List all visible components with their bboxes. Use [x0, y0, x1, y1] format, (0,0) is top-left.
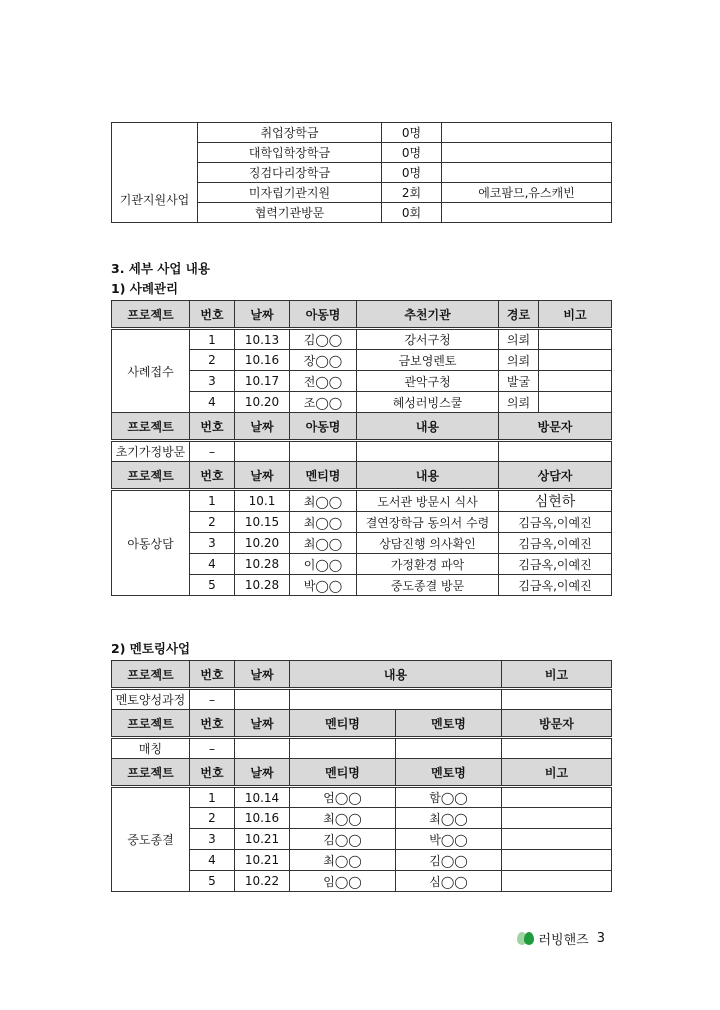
row-mentee: 최◯◯ [290, 808, 396, 829]
page-number: 3 [596, 931, 605, 946]
row-number: 2 [190, 512, 235, 533]
count-cell: 0회 [382, 203, 442, 223]
row-date: 10.13 [235, 329, 290, 350]
row-child: 전◯◯ [290, 371, 357, 392]
row-content: 상담진행 의사확인 [357, 533, 499, 554]
col-content: 내용 [290, 661, 502, 689]
row-note [502, 787, 612, 808]
row-mentee: 김◯◯ [290, 829, 396, 850]
note-cell [442, 123, 612, 143]
empty-cell [396, 738, 502, 759]
row-counselor: 김금옥,이예진 [499, 533, 612, 554]
row-number: 3 [190, 371, 235, 392]
col-counselor: 상담자 [499, 462, 612, 490]
col-mentor: 멘토명 [396, 759, 502, 787]
row-note [502, 871, 612, 892]
row-mentee: 박◯◯ [290, 575, 357, 596]
empty-cell [290, 441, 357, 462]
page-footer [517, 929, 605, 948]
section-title: 3. 세부 사업 내용 [111, 261, 210, 276]
row-number: – [190, 689, 235, 710]
empty-cell [502, 738, 612, 759]
row-date: 10.20 [235, 392, 290, 413]
count-cell: 2회 [382, 183, 442, 203]
row-note [539, 371, 612, 392]
row-date: 10.16 [235, 350, 290, 371]
row-content: 중도종결 방문 [357, 575, 499, 596]
row-note [502, 829, 612, 850]
row-note [502, 850, 612, 871]
col-content: 내용 [357, 462, 499, 490]
row-number: 1 [190, 490, 235, 512]
col-number: 번호 [190, 413, 235, 441]
row-note [502, 808, 612, 829]
project-label: 아동상담 [112, 490, 190, 596]
row-counselor: 김금옥,이예진 [499, 554, 612, 575]
note-cell [442, 203, 612, 223]
row-number: 3 [190, 829, 235, 850]
col-route: 경로 [499, 301, 539, 329]
row-date: 10.21 [235, 850, 290, 871]
row-mentee: 최◯◯ [290, 533, 357, 554]
project-label: 매칭 [112, 738, 190, 759]
empty-cell [357, 441, 499, 462]
row-number: 1 [190, 787, 235, 808]
col-content: 내용 [357, 413, 499, 441]
note-cell [442, 163, 612, 183]
row-mentor: 박◯◯ [396, 829, 502, 850]
row-number: 2 [190, 808, 235, 829]
row-mentee: 임◯◯ [290, 871, 396, 892]
col-project: 프로젝트 [112, 710, 190, 738]
row-content: 가정환경 파악 [357, 554, 499, 575]
row-number: 1 [190, 329, 235, 350]
empty-cell [235, 441, 290, 462]
item-cell: 협력기관방문 [198, 203, 382, 223]
col-mentee: 멘티명 [290, 710, 396, 738]
row-number: 3 [190, 533, 235, 554]
empty-cell [235, 689, 290, 710]
row-content: 도서관 방문시 식사 [357, 490, 499, 512]
row-number: 2 [190, 350, 235, 371]
col-agency: 추천기관 [357, 301, 499, 329]
row-agency: 강서구청 [357, 329, 499, 350]
col-number: 번호 [190, 661, 235, 689]
row-number: 4 [190, 554, 235, 575]
col-number: 번호 [190, 462, 235, 490]
row-date: 10.17 [235, 371, 290, 392]
project-label: 초기가정방문 [112, 441, 190, 462]
row-number: 5 [190, 575, 235, 596]
col-child: 아동명 [290, 301, 357, 329]
item-cell: 징검다리장학금 [198, 163, 382, 183]
col-number: 번호 [190, 710, 235, 738]
row-route: 발굴 [499, 371, 539, 392]
col-date: 날짜 [235, 462, 290, 490]
row-date: 10.14 [235, 787, 290, 808]
row-agency: 관악구청 [357, 371, 499, 392]
row-date: 10.28 [235, 554, 290, 575]
col-project: 프로젝트 [112, 301, 190, 329]
col-project: 프로젝트 [112, 759, 190, 787]
col-mentee: 멘티명 [290, 759, 396, 787]
row-mentee: 최◯◯ [290, 850, 396, 871]
project-label: 사례접수 [112, 329, 190, 413]
project-label: 멘토양성과정 [112, 689, 190, 710]
col-date: 날짜 [235, 759, 290, 787]
empty-cell [290, 689, 502, 710]
row-child: 조◯◯ [290, 392, 357, 413]
mentoring-table [111, 660, 612, 892]
col-note: 비고 [539, 301, 612, 329]
row-child: 김◯◯ [290, 329, 357, 350]
col-project: 프로젝트 [112, 462, 190, 490]
support-program-table [111, 122, 612, 223]
row-counselor: 김금옥,이예진 [499, 575, 612, 596]
col-date: 날짜 [235, 301, 290, 329]
row-date: 10.21 [235, 829, 290, 850]
row-route: 의뢰 [499, 350, 539, 371]
row-agency: 혜성러빙스쿨 [357, 392, 499, 413]
row-agency: 금보영렌토 [357, 350, 499, 371]
row-mentor: 김◯◯ [396, 850, 502, 871]
project-label: 중도종결 [112, 787, 190, 892]
col-visitor: 방문자 [502, 710, 612, 738]
subsection-title-mentoring: 2) 멘토링사업 [111, 641, 191, 656]
col-child: 아동명 [290, 413, 357, 441]
col-note: 비고 [502, 759, 612, 787]
empty-cell [290, 738, 396, 759]
item-cell: 미자립기관지원 [198, 183, 382, 203]
case-management-table [111, 300, 612, 596]
count-cell: 0명 [382, 143, 442, 163]
row-note [539, 350, 612, 371]
empty-cell [235, 738, 290, 759]
item-cell: 대학입학장학금 [198, 143, 382, 163]
row-number: – [190, 441, 235, 462]
col-visitor: 방문자 [499, 413, 612, 441]
row-content: 결연장학금 동의서 수령 [357, 512, 499, 533]
empty-cell [499, 441, 612, 462]
count-cell: 0명 [382, 123, 442, 143]
col-number: 번호 [190, 301, 235, 329]
row-number: 4 [190, 850, 235, 871]
row-route: 의뢰 [499, 329, 539, 350]
row-mentee: 최◯◯ [290, 512, 357, 533]
note-cell [442, 143, 612, 163]
row-mentor: 심◯◯ [396, 871, 502, 892]
row-route: 의뢰 [499, 392, 539, 413]
row-counselor: 김금옥,이예진 [499, 512, 612, 533]
col-date: 날짜 [235, 413, 290, 441]
leaf-dark-icon [524, 932, 534, 945]
col-date: 날짜 [235, 710, 290, 738]
col-mentor: 멘토명 [396, 710, 502, 738]
col-note: 비고 [502, 661, 612, 689]
row-date: 10.22 [235, 871, 290, 892]
col-project: 프로젝트 [112, 413, 190, 441]
group-label: 기관지원사업 [112, 123, 198, 223]
subsection-title-case: 1) 사례관리 [111, 281, 179, 296]
col-project: 프로젝트 [112, 661, 190, 689]
col-mentee: 멘티명 [290, 462, 357, 490]
brand-name: 러빙핸즈 [538, 933, 589, 948]
row-number: – [190, 738, 235, 759]
note-cell: 에코팜므,유스캐빈 [442, 183, 612, 203]
row-note [539, 329, 612, 350]
empty-cell [502, 689, 612, 710]
row-date: 10.15 [235, 512, 290, 533]
row-note [539, 392, 612, 413]
row-number: 4 [190, 392, 235, 413]
item-cell: 취업장학금 [198, 123, 382, 143]
row-mentee: 엄◯◯ [290, 787, 396, 808]
row-counselor: 심현하 [499, 490, 612, 512]
loving-hands-logo-icon [517, 932, 534, 945]
row-date: 10.1 [235, 490, 290, 512]
row-number: 5 [190, 871, 235, 892]
row-date: 10.20 [235, 533, 290, 554]
col-date: 날짜 [235, 661, 290, 689]
row-date: 10.28 [235, 575, 290, 596]
col-number: 번호 [190, 759, 235, 787]
row-date: 10.16 [235, 808, 290, 829]
row-mentor: 함◯◯ [396, 787, 502, 808]
row-child: 장◯◯ [290, 350, 357, 371]
count-cell: 0명 [382, 163, 442, 183]
row-mentor: 최◯◯ [396, 808, 502, 829]
row-mentee: 이◯◯ [290, 554, 357, 575]
row-mentee: 최◯◯ [290, 490, 357, 512]
